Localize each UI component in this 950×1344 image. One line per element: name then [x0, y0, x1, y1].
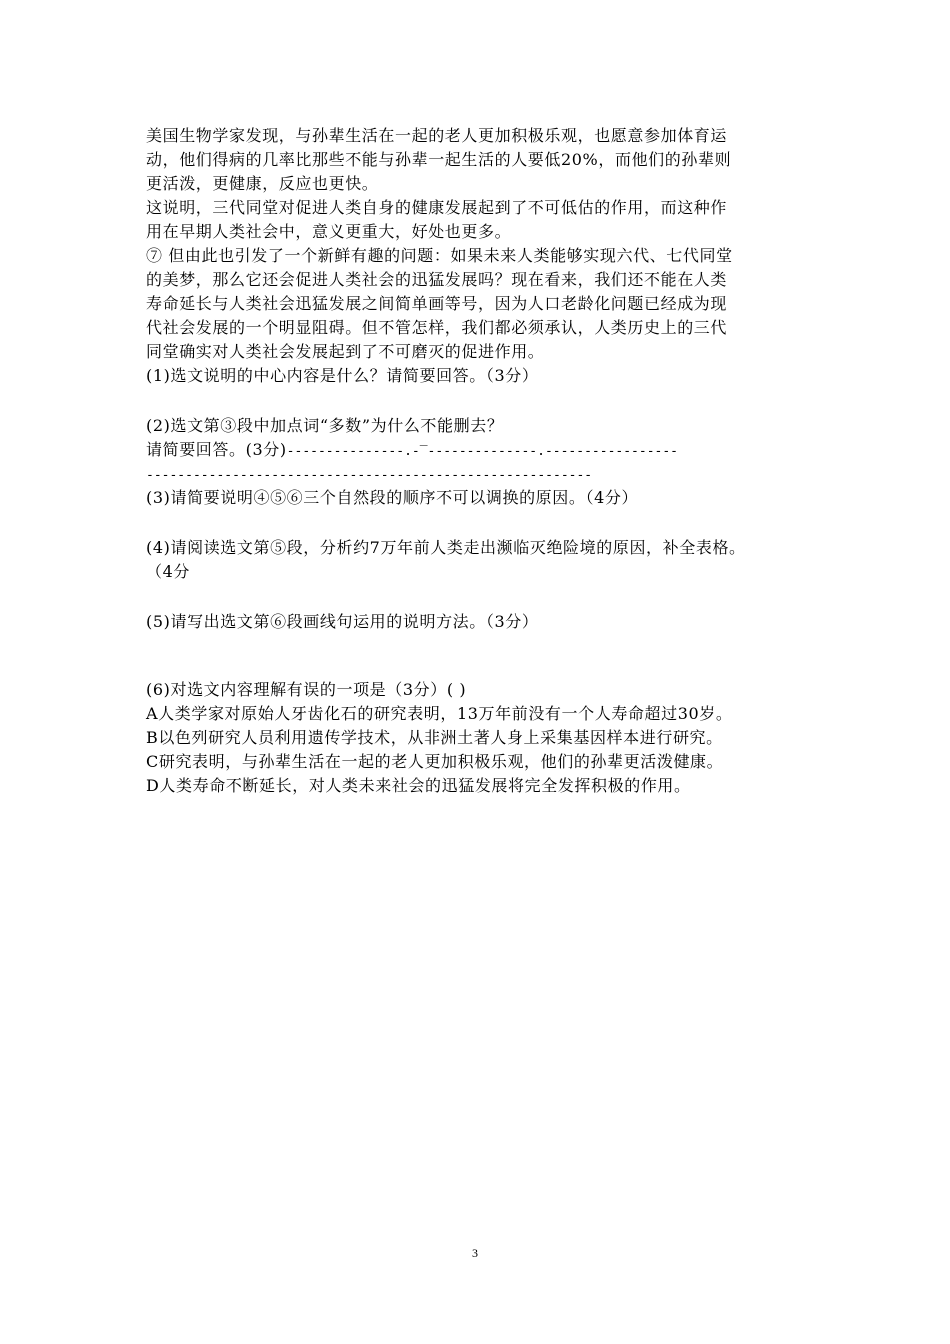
question-5: (5)请写出选文第⑥段画线句运用的说明方法。（3分）	[146, 612, 539, 631]
question-2-answer-line	[146, 438, 826, 462]
passage-line: 寿命延长与人类社会迅猛发展之间简单画等号，因为人口老龄化问题已经成为现	[146, 294, 728, 313]
answer-blank[interactable]: ---------------------------------------------------------	[146, 468, 593, 483]
passage-line: 用在早期人类社会中，意义更重大，好处也更多。	[146, 222, 512, 241]
option-b: B以色列研究人员利用遗传学技术，从非洲土著人身上采集基因样本进行研究。	[146, 728, 723, 747]
passage-line: 代社会发展的一个明显阻碍。但不管怎样，我们都必须承认，人类历史上的三代	[146, 318, 728, 337]
question-4-score: （4分	[146, 562, 190, 581]
question-3: (3)请简要说明④⑤⑥三个自然段的顺序不可以调换的原因。（4分）	[146, 488, 639, 507]
option-d: D人类寿命不断延长，对人类未来社会的迅猛发展将完全发挥积极的作用。	[146, 776, 691, 795]
passage-line: 美国生物学家发现，与孙辈生活在一起的老人更加积极乐观，也愿意参加体育运	[146, 126, 728, 145]
question-2-answer-line	[146, 462, 826, 486]
passage-line: 同堂确实对人类社会发展起到了不可磨灭的促进作用。	[146, 342, 545, 361]
question-2-prompt: 请简要回答。(3分)	[146, 440, 287, 459]
passage-line: 的美梦，那么它还会促进人类社会的迅猛发展吗？现在看来，我们还不能在人类	[146, 270, 728, 289]
passage-line: ⑦ 但由此也引发了一个新鲜有趣的问题：如果未来人类能够实现六代、七代同堂	[146, 246, 733, 265]
page-number: 3	[472, 1246, 478, 1260]
question-2: (2)选文第③段中加点词“多数”为什么不能删去？	[146, 416, 504, 435]
question-4: (4)请阅读选文第⑤段，分析约7万年前人类走出濒临灭绝险境的原因，补全表格。	[146, 538, 746, 557]
question-1: (1)选文说明的中心内容是什么？请简要回答。（3分）	[146, 366, 539, 385]
passage-line: 更活泼，更健康，反应也更快。	[146, 174, 379, 193]
option-a: A人类学家对原始人牙齿化石的研究表明，13万年前没有一个人寿命超过30岁。	[146, 704, 733, 723]
option-c: C研究表明，与孙辈生活在一起的老人更加积极乐观，他们的孙辈更活泼健康。	[146, 752, 724, 771]
passage-line: 动，他们得病的几率比那些不能与孙辈一起生活的人要低20%，而他们的孙辈则	[146, 150, 732, 169]
passage-line: 这说明，三代同堂对促进人类自身的健康发展起到了不可低估的作用，而这种作	[146, 198, 728, 217]
page-content	[146, 124, 826, 798]
question-6: (6)对选文内容理解有误的一项是（3分）( )	[146, 680, 467, 699]
answer-blank[interactable]: ---------------.-‾--------------.-----------------	[286, 444, 679, 459]
